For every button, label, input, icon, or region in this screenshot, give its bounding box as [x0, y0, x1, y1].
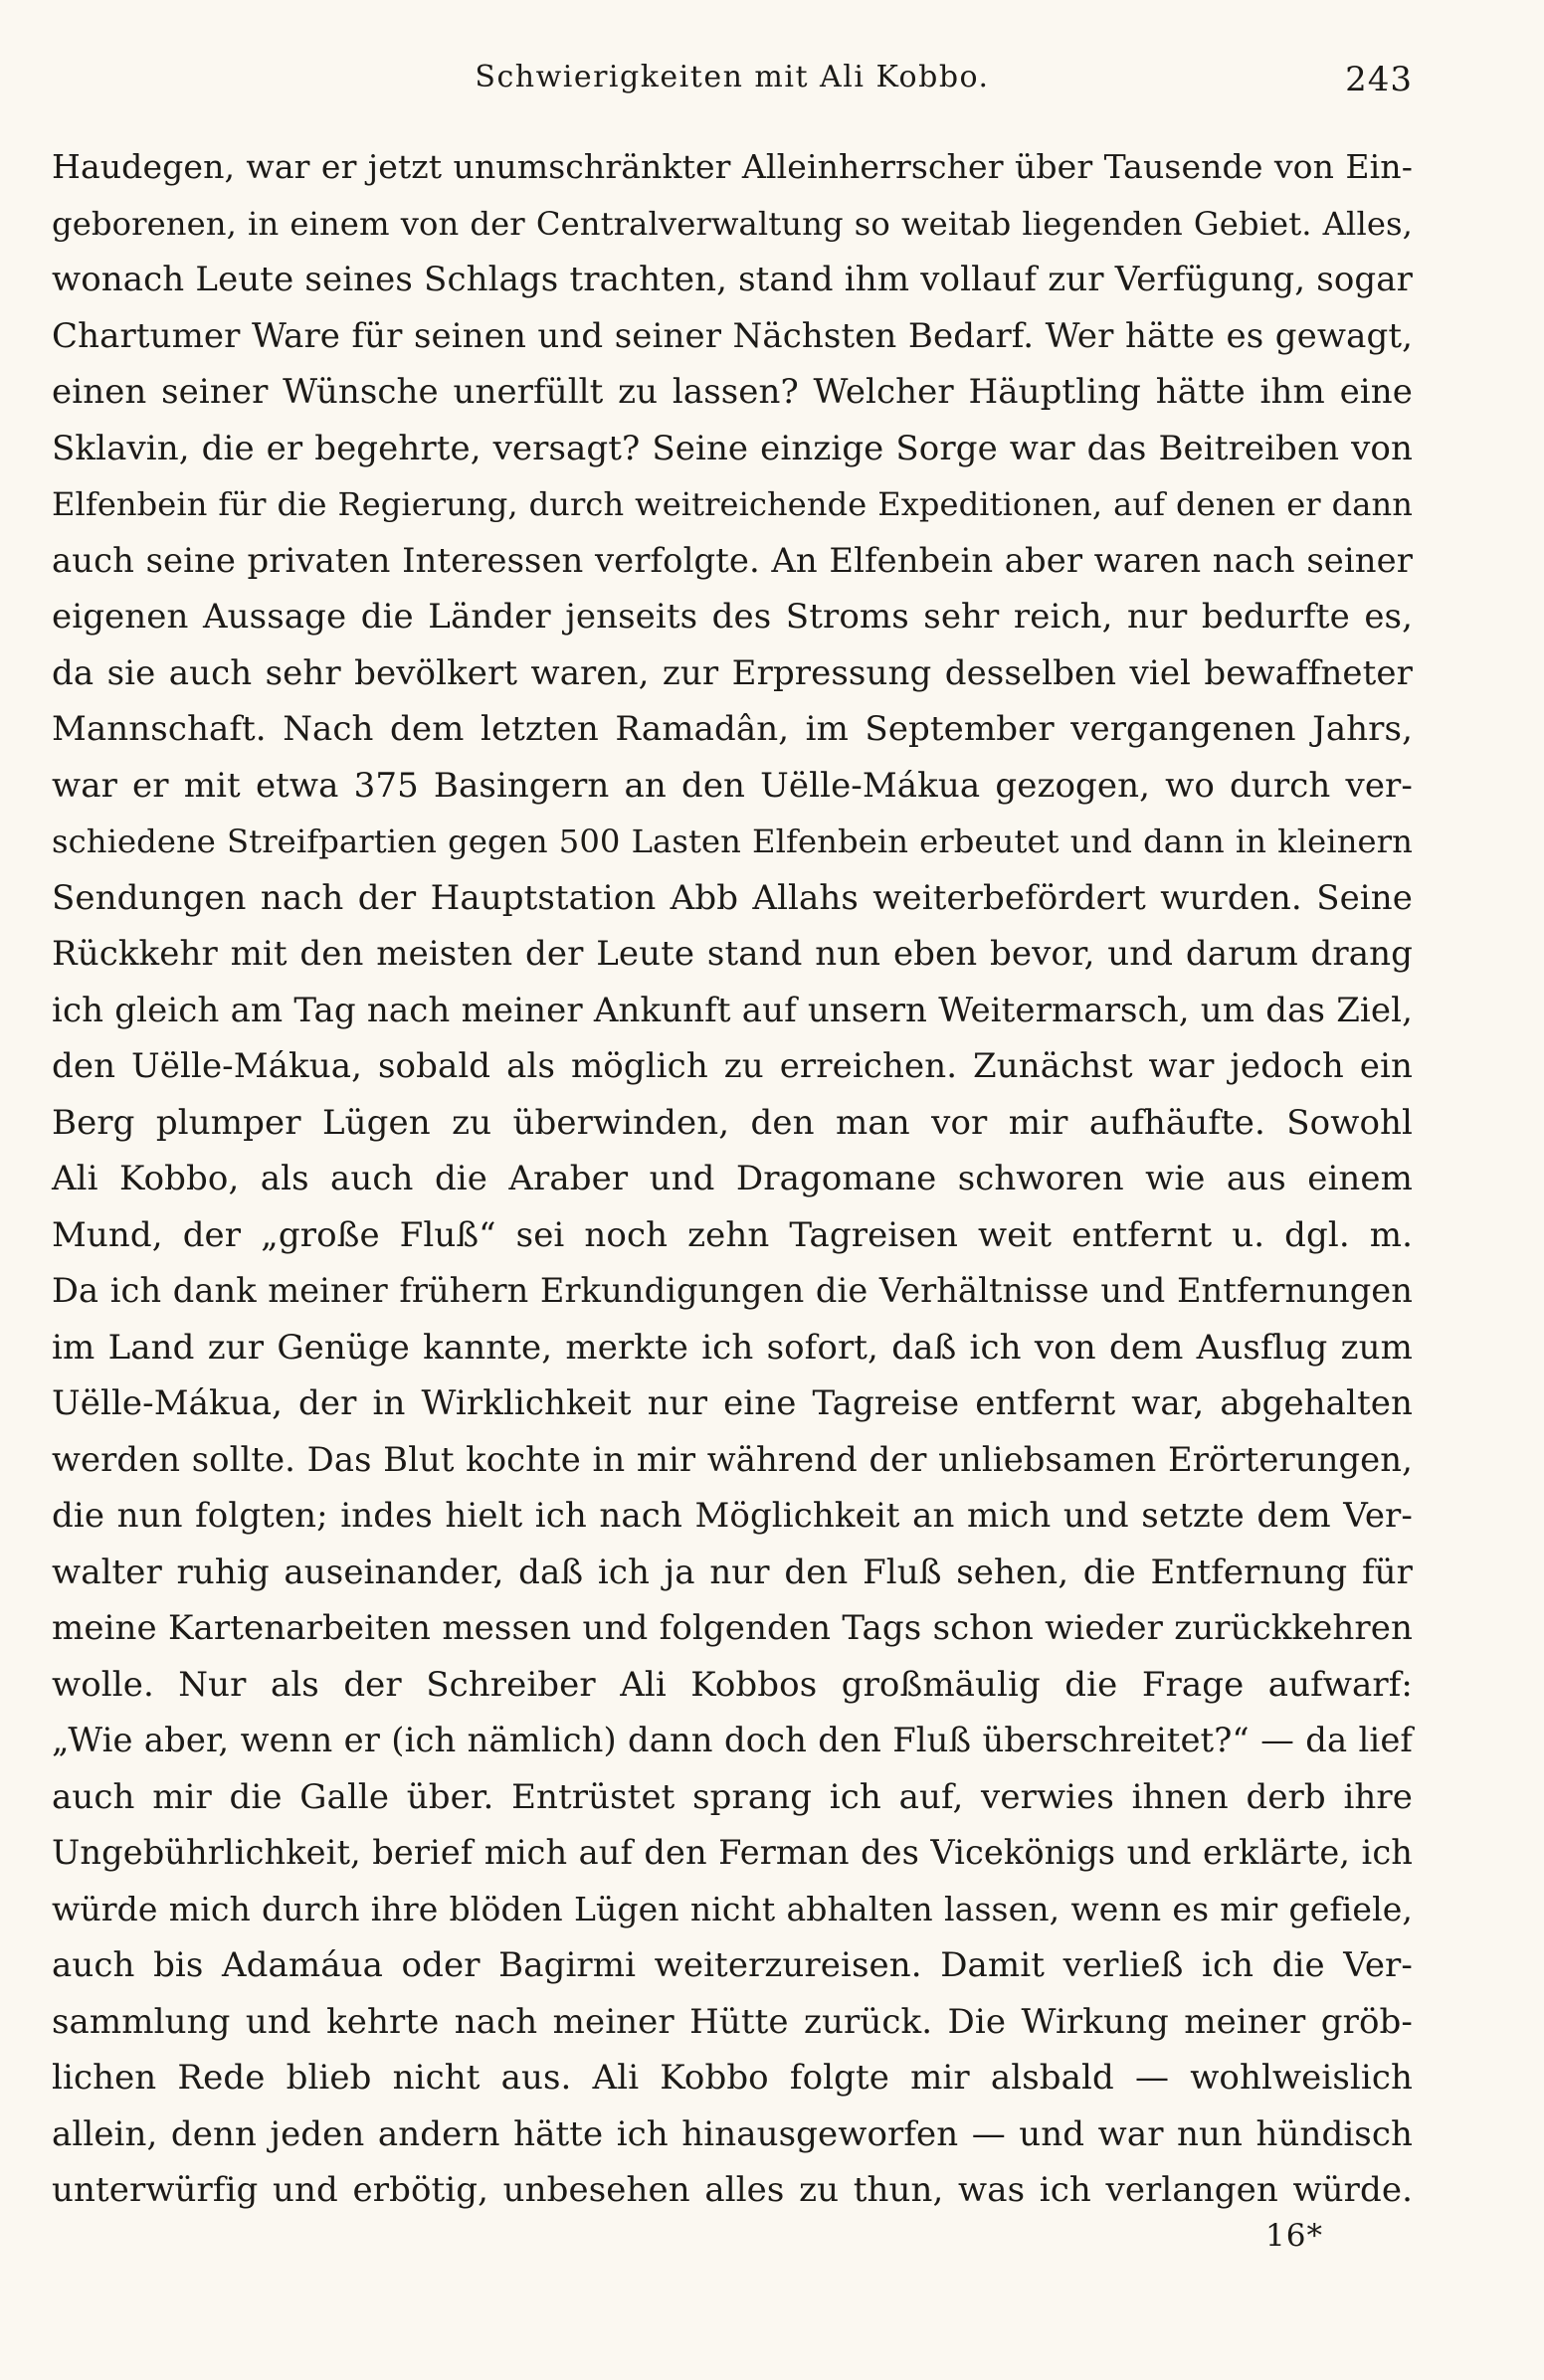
page-number: 243	[1345, 60, 1413, 99]
text-line: Mannschaft. Nach dem letzten Ramadân, im September vergangenen Jahrs,	[52, 709, 1413, 749]
text-line: auch mir die Galle über. Entrüstet sprang ich auf, verwies ihnen derb ihre	[52, 1776, 1413, 1817]
text-line: sammlung und kehrte nach meiner Hütte zurück. Die Wirkung meiner gröb-	[52, 2001, 1413, 2042]
text-line: den Uëlle-Mákua, sobald als möglich zu erreichen. Zunächst war jedoch ein	[52, 1046, 1413, 1086]
text-line: lichen Rede blieb nicht aus. Ali Kobbo folgte mir alsbald — wohlweislich	[52, 2058, 1413, 2098]
text-line: im Land zur Genüge kannte, merkte ich sofort, daß ich von dem Ausflug zum	[52, 1327, 1413, 1368]
text-line: allein, denn jeden andern hätte ich hinausgeworfen — und war nun hündisch	[52, 2113, 1413, 2154]
text-line: Rückkehr mit den meisten der Leute stand nun eben bevor, und darum drang	[52, 934, 1413, 974]
text-line: wolle. Nur als der Schreiber Ali Kobbos großmäulig die Frage aufwarf:	[52, 1664, 1413, 1705]
text-line: auch seine privaten Interessen verfolgte. An Elfenbein aber waren nach seiner	[52, 540, 1413, 580]
text-line: eigenen Aussage die Länder jenseits des Stroms sehr reich, nur bedurfte es,	[52, 597, 1413, 637]
text-line: einen seiner Wünsche unerfüllt zu lassen? Welcher Häuptling hätte ihm eine	[52, 372, 1413, 412]
text-line: „Wie aber, wenn er (ich nämlich) dann doch den Fluß überschreitet?“ — da lief	[52, 1721, 1413, 1759]
text-line: Elfenbein für die Regierung, durch weitreichende Expeditionen, auf denen er dann	[52, 485, 1413, 523]
text-line: schiedene Streifpartien gegen 500 Lasten Elfenbein erbeutet und dann in kleinern	[52, 823, 1413, 860]
text-line: walter ruhig auseinander, daß ich ja nur den Fluß sehen, die Entfernung für	[52, 1552, 1413, 1592]
text-line: auch bis Adamáua oder Bagirmi weiterzureisen. Damit verließ ich die Ver-	[52, 1945, 1413, 1985]
text-line: werden sollte. Das Blut kochte in mir während der unliebsamen Erörterungen,	[52, 1439, 1413, 1479]
text-line: Sklavin, die er begehrte, versagt? Seine einzige Sorge war das Beitreiben von	[52, 428, 1413, 468]
text-line: Ali Kobbo, als auch die Araber und Dragomane schworen wie aus einem	[52, 1159, 1413, 1198]
text-line: die nun folgten; indes hielt ich nach Möglichkeit an mich und setzte dem Ver-	[52, 1496, 1413, 1536]
signature-mark: 16*	[1265, 2218, 1323, 2254]
text-line: unterwürfig und erbötig, unbesehen alles zu thun, was ich verlangen würde.	[52, 2170, 1413, 2210]
text-line: Mund, der „große Fluß“ sei noch zehn Tagreisen weit entfernt u. dgl. m.	[52, 1214, 1413, 1255]
text-line: war er mit etwa 375 Basingern an den Uëlle-Mákua gezogen, wo durch ver-	[52, 765, 1413, 806]
text-line: geborenen, in einem von der Centralverwaltung so weitab liegenden Gebiet. Alles,	[52, 204, 1413, 243]
text-line: da sie auch sehr bevölkert waren, zur Erpressung desselben viel bewaffneter	[52, 652, 1413, 693]
text-line: meine Kartenarbeiten messen und folgenden Tags schon wieder zurückkehren	[52, 1608, 1413, 1648]
text-line: Da ich dank meiner frühern Erkundigungen die Verhältnisse und Entfernungen	[52, 1271, 1413, 1310]
text-line: Berg plumper Lügen zu überwinden, den man vor mir aufhäufte. Sowohl	[52, 1102, 1413, 1143]
text-line: Uëlle-Mákua, der in Wirklichkeit nur eine Tagreise entfernt war, abgehalten	[52, 1383, 1413, 1423]
page-header	[52, 60, 1413, 111]
running-title: Schwierigkeiten mit Ali Kobbo.	[475, 60, 990, 94]
body-text	[52, 139, 1413, 2219]
text-line: Sendungen nach der Hauptstation Abb Allahs weiterbefördert wurden. Seine	[52, 877, 1413, 918]
text-line: Ungebührlichkeit, berief mich auf den Ferman des Vicekönigs und erklärte, ich	[52, 1833, 1413, 1872]
text-line: wonach Leute seines Schlags trachten, stand ihm vollauf zur Verfügung, sogar	[52, 260, 1413, 299]
text-line: Chartumer Ware für seinen und seiner Nächsten Bedarf. Wer hätte es gewagt,	[52, 315, 1413, 356]
text-line: Haudegen, war er jetzt unumschränkter Alleinherrscher über Tausende von Ein-	[52, 147, 1413, 186]
text-line: würde mich durch ihre blöden Lügen nicht abhalten lassen, wenn es mir gefiele,	[52, 1889, 1413, 1928]
text-line: ich gleich am Tag nach meiner Ankunft auf unsern Weitermarsch, um das Ziel,	[52, 990, 1413, 1030]
